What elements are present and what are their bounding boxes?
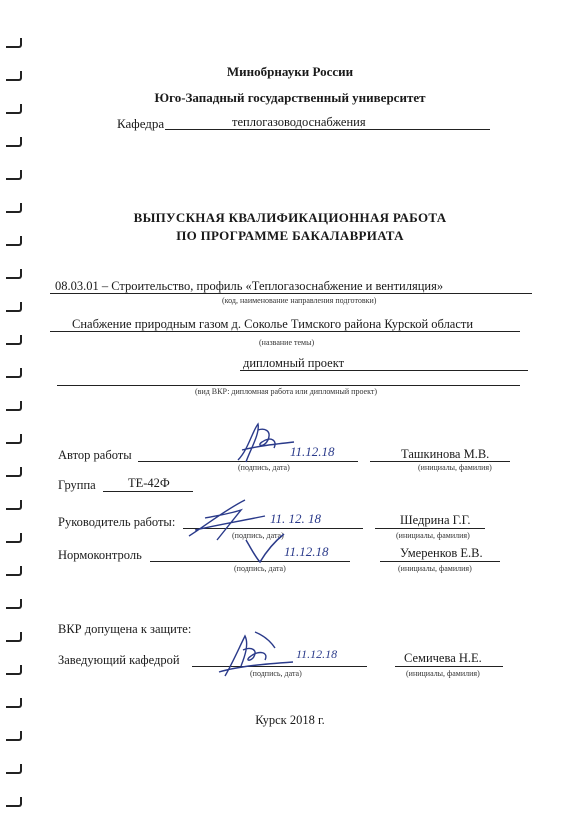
head-label: Заведующий кафедрой xyxy=(58,653,180,667)
work-type-value: дипломный проект xyxy=(243,356,345,370)
normcontrol-name-caption: (инициалы, фамилия) xyxy=(398,564,472,573)
supervisor-name: Шедрина Г.Г. xyxy=(400,513,471,527)
ministry-name: Минобрнауки России xyxy=(226,64,354,79)
group-line xyxy=(103,491,193,492)
normcontrol-date: 11.12.18 xyxy=(284,544,329,559)
supervisor-date: 11. 12. 18 xyxy=(270,511,322,526)
topic-value: Снабжение природным газом д. Соколье Тимского района Курской области xyxy=(72,317,474,331)
topic-caption: (название темы) xyxy=(259,338,315,347)
work-type-caption: (вид ВКР: дипломная работа или дипломный проект) xyxy=(195,387,378,396)
work-type-line-2 xyxy=(57,385,520,386)
work-title-line1: ВЫПУСКНАЯ КВАЛИФИКАЦИОННАЯ РАБОТА xyxy=(133,210,447,225)
head-name-line xyxy=(395,666,503,667)
author-name-caption: (инициалы, фамилия) xyxy=(418,463,492,472)
normcontrol-sign-caption: (подпись, дата) xyxy=(234,564,286,573)
group-value: ТЕ-42Ф xyxy=(128,476,170,490)
supervisor-name-line xyxy=(375,528,485,529)
author-name: Ташкинова М.В. xyxy=(401,447,490,461)
normcontrol-name-line xyxy=(380,561,500,562)
direction-value: 08.03.01 – Строительство, профиль «Теплогазоснабжение и вентиляция» xyxy=(55,279,444,293)
normcontrol-signature-icon xyxy=(240,530,290,566)
group-label: Группа xyxy=(58,478,96,492)
city-year: Курск 2018 г. xyxy=(255,713,325,727)
normcontrol-label: Нормоконтроль xyxy=(58,548,142,562)
author-signature-icon xyxy=(228,420,298,468)
department-label: Кафедра xyxy=(117,116,165,131)
supervisor-label: Руководитель работы: xyxy=(58,515,176,529)
work-title-line2: ПО ПРОГРАММЕ БАКАЛАВРИАТА xyxy=(176,228,404,243)
head-date: 11.12.18 xyxy=(296,647,338,661)
head-name: Семичева Н.Е. xyxy=(404,651,482,665)
head-sign-caption: (подпись, дата) xyxy=(250,669,302,678)
department-value: теплогазоводоснабжения xyxy=(232,115,366,129)
supervisor-sign-caption: (подпись, дата) xyxy=(232,531,284,540)
supervisor-name-caption: (инициалы, фамилия) xyxy=(396,531,470,540)
university-name: Юго-Западный государственный университет xyxy=(154,90,426,105)
normcontrol-name: Умеренков Е.В. xyxy=(400,546,483,560)
head-name-caption: (инициалы, фамилия) xyxy=(406,669,480,678)
author-label: Автор работы xyxy=(58,448,132,462)
author-sign-caption: (подпись, дата) xyxy=(238,463,290,472)
direction-caption: (код, наименование направления подготовки) xyxy=(222,296,377,305)
author-date: 11.12.18 xyxy=(290,444,335,459)
admission-label: ВКР допущена к защите: xyxy=(58,622,192,636)
binder-holes xyxy=(4,38,24,808)
